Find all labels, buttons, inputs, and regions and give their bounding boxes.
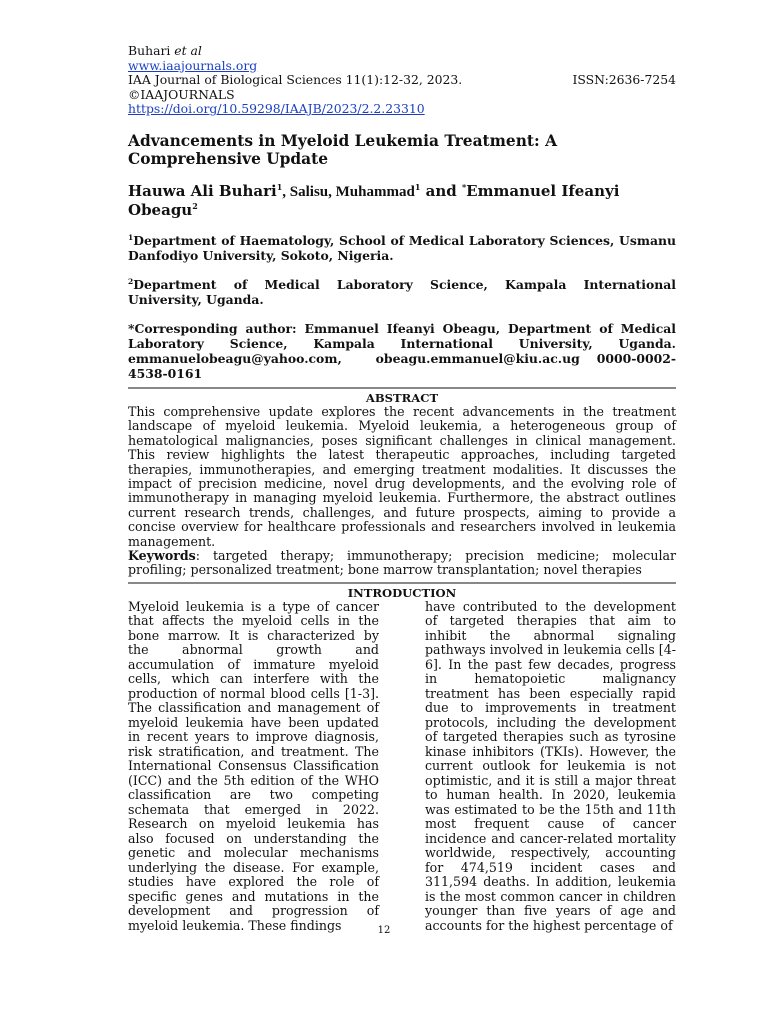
body-columns [128, 600, 676, 934]
affiliation-2-sup: 2 [128, 276, 134, 286]
paper-title: Advancements in Myeloid Leukemia Treatment: A Comprehensive Update [128, 131, 558, 168]
affiliation-1-sup: 1 [128, 232, 134, 242]
author-and: and [420, 181, 462, 200]
et-al: et al [174, 43, 202, 58]
journal-website-link[interactable]: www.iaajournals.org [128, 57, 258, 73]
author-2-sup: 1 [414, 181, 421, 192]
affiliation-2-text: Department of Medical Laboratory Science, Kampala International University, Uganda. [128, 276, 676, 307]
author-1-sup: 1 [276, 181, 283, 192]
orcid: 0000-0002-4538-0161 [128, 350, 676, 381]
running-author [128, 44, 676, 59]
author-2: , Salisu, Muhammad [282, 183, 415, 200]
email-link-2[interactable]: obeagu.emmanuel@kiu.ac.ug [375, 350, 580, 366]
email-sep: , [337, 350, 359, 366]
corresponding-author: *Corresponding author: Emmanuel Ifeanyi Obeagu, Department of Medical Laboratory Science, Kampala International University, Uganda. [128, 320, 676, 351]
author-1: Hauwa Ali Buhari [128, 181, 277, 200]
divider [128, 387, 676, 389]
journal-citation: IAA Journal of Biological Sciences 11(1):12-32, 2023. [128, 72, 463, 88]
affiliation-1 [128, 233, 676, 263]
author-3-star: * [461, 181, 467, 192]
corresponding-contacts [128, 351, 676, 381]
introduction-heading: INTRODUCTION [347, 585, 457, 600]
keywords-label: Keywords [128, 548, 196, 564]
column-left: Myeloid leukemia is a type of cancer that affects the myeloid cells in the bone marrow. It is characterized by the abnormal growth and accumulation of immature myeloid cells, which can interfere with the production of normal blood cells [1-3]. The classification and management of myeloid leukemia have been updated in recent years to improve diagnosis, risk stratification, and treatment. The International Consensus Classification (ICC) and the 5th edition of the WHO classification are two competing schemata that emerged in 2022. Research on myeloid leukemia has also focused on understanding the genetic and molecular mechanisms underlying the disease. For example, studies have explored the role of specific genes and mutations in the development and progression of myeloid leukemia. These findings [128, 598, 379, 933]
author-3: Emmanuel Ifeanyi Obeagu [128, 181, 620, 219]
email-link-1[interactable]: emmanuelobeagu@yahoo.com [128, 350, 338, 366]
affiliation-2 [128, 277, 676, 307]
author-3-sup: 2 [192, 200, 198, 211]
keywords [128, 549, 676, 578]
abstract-body: This comprehensive update explores the recent advancements in the treatment landscape of myeloid leukemia. Myeloid leukemia, a heterogeneous group of hematological malignancies, poses significant challenges in clinical management. This review highlights the latest therapeutic approaches, including targeted therapies, immunotherapies, and emerging treatment modalities. It discusses the impact of precision medicine, novel drug developments, and the evolving role of immunotherapy in managing myeloid leukemia. Furthermore, the abstract outlines current research trends, challenges, and future prospects, aiming to provide a concise overview for healthcare professionals and researchers involved in leukemia management. [128, 403, 676, 549]
keywords-text: : targeted therapy; immunotherapy; precision medicine; molecular profiling; personalized treatment; bone marrow transplantation; novel therapies [128, 548, 676, 578]
author-list [128, 182, 676, 219]
doi-link[interactable]: https://doi.org/10.59298/IAAJB/2023/2.2.23310 [128, 101, 425, 117]
issn: ISSN:2636-7254 [572, 72, 676, 88]
column-right: have contributed to the development of targeted therapies that aim to inhibit the abnormal signaling pathways involved in leukemia cells [4-6]. In the past few decades, progress in hematopoietic malignancy treatment has been especially rapid due to improvements in treatment protocols, including the development of targeted therapies such as tyrosine kinase inhibitors (TKIs). However, the current outlook for leukemia is not optimistic, and it is still a major threat to human health. In 2020, leukemia was estimated to be the 15th and 11th most frequent cause of cancer incidence and cancer-related mortality worldwide, respectively, accounting for 474,519 incident cases and 311,594 deaths. In addition, leukemia is the most common cancer in children younger than five years of age and accounts for the highest percentage of [425, 598, 676, 933]
running-header [128, 44, 676, 117]
page-number: 12 [377, 925, 391, 936]
abstract-heading: ABSTRACT [365, 390, 439, 405]
paper-page [128, 44, 676, 933]
divider [128, 582, 676, 584]
copyright: ©IAAJOURNALS [128, 86, 235, 102]
running-author-name: Buhari [128, 43, 171, 58]
affiliation-1-text: Department of Haematology, School of Medical Laboratory Sciences, Usmanu Danfodiyo University, Sokoto, Nigeria. [128, 232, 676, 263]
